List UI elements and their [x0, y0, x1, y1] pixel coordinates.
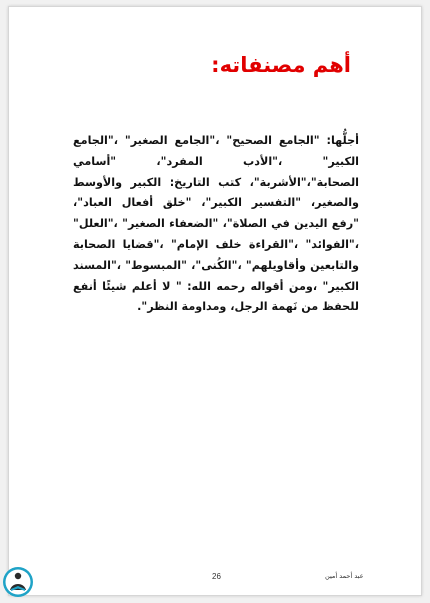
footer-author: عبد أحمد أمين: [325, 572, 364, 580]
book-reader-logo-icon: [2, 566, 34, 598]
body-paragraph: أجلُّها: "الجامع الصحيح" ،"الجامع الصغير" ،"الجامع الكبير" ،"الأدب المفرد"، "أسامي الصحابة"،"الأشربة"، كتب التاريخ: الكبير والأوسط والصغير، "التفسير الكبير"، "خلق أفعال العباد"، "رفع اليدين في الصلاة"، "الضعفاء الصغير" ،"العلل" ،"الفوائد" ،"القراءة خلف الإمام" ،"قضايا الصحابة والتابعين وأقاويلهم" ،"الكُنى"، "المبسوط" ،"المسند الكبير" ،ومن أقواله رحمه الله: " لا أعلم شيئًا أنفع للحفظ من نَهمة الرجل، ومداومة النظر".: [73, 134, 359, 314]
section-heading: أهم مصنفاته:: [211, 53, 351, 77]
document-page: [8, 6, 422, 596]
page-number: 26: [212, 572, 221, 581]
